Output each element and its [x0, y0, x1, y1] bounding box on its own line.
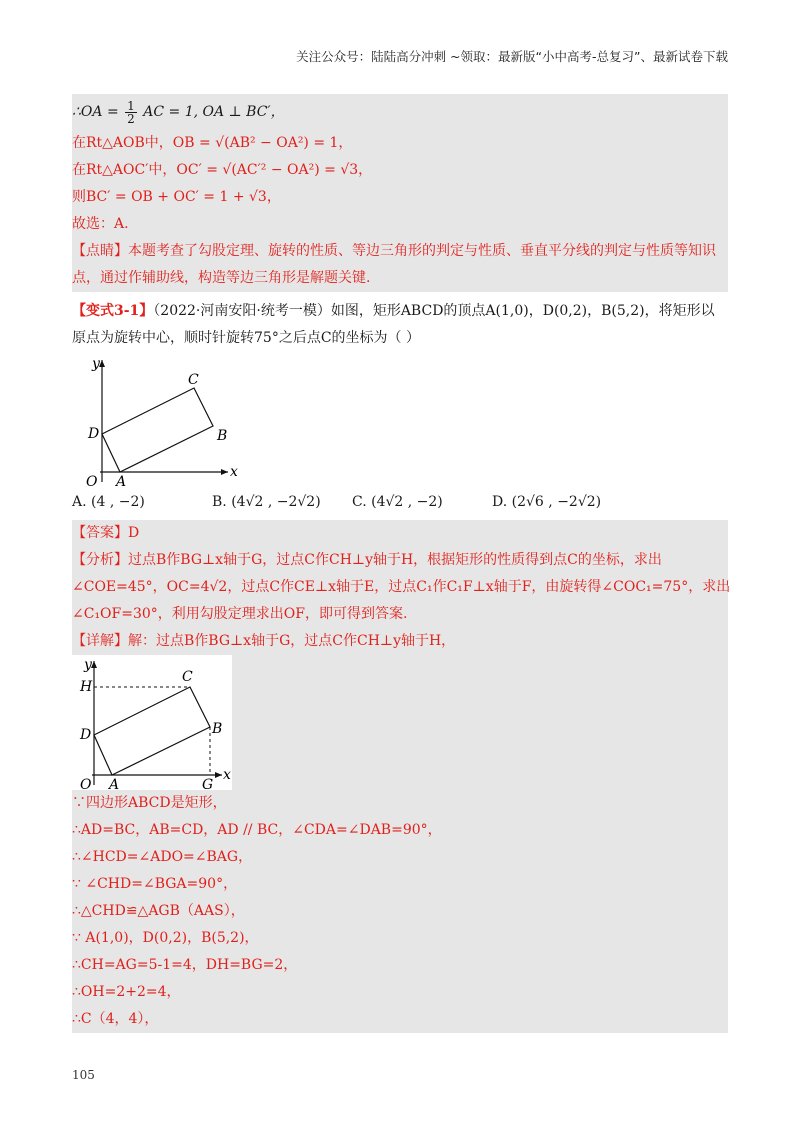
label-h: H: [80, 679, 93, 695]
option-d[interactable]: [492, 489, 632, 516]
label-x: x: [223, 767, 231, 783]
answer-label: 【答案】: [72, 525, 128, 541]
x-axis-arrow: [215, 772, 222, 778]
detail-text: 解：过点B作BG⊥x轴于G，过点C作CH⊥y轴于H，: [128, 633, 456, 649]
label-a: A: [109, 777, 120, 790]
analysis-line-1: [72, 547, 728, 574]
answer-line: [72, 520, 728, 547]
rectangle-figure-2: [72, 655, 232, 790]
analysis-line-3: ∠C₁OF=30°，利用勾股定理求出OF，即可得到答案.: [72, 606, 408, 622]
option-b-label: B.: [212, 494, 227, 510]
fraction-numerator: 1: [127, 98, 135, 113]
page-number: 105: [72, 1068, 95, 1082]
label-y: y: [84, 657, 92, 673]
answer-options: [72, 489, 728, 516]
label-b: B: [217, 428, 228, 444]
label-o: O: [86, 474, 98, 487]
line1-prefix: ∴OA =: [72, 104, 119, 120]
x-axis-arrow: [221, 469, 228, 475]
label-d: D: [80, 727, 92, 743]
page-content: [72, 94, 731, 1033]
label-c: C: [182, 669, 193, 685]
proof-line: ∵ ∠CHD=∠BGA=90°，: [72, 876, 238, 892]
rectangle-figure-1: [80, 352, 250, 487]
option-c-label: C.: [352, 494, 367, 510]
fraction-one-half: [125, 100, 137, 125]
rectangle-abcd: [94, 687, 210, 775]
option-d-value: (2√6 , −2√2): [511, 494, 602, 510]
proof-line: ∴AD=BC，AB=CD，AD // BC，∠CDA=∠DAB=90°，: [72, 822, 442, 838]
answer-block: [72, 520, 731, 1033]
label-y: y: [92, 356, 100, 372]
label-o: O: [80, 777, 92, 790]
option-b[interactable]: [212, 489, 352, 516]
variant-text-line1: （2022·河南安阳·统考一模）如图，矩形ABCD的顶点A(1,0)，D(0,2)，B(5,2)，将矩形以: [153, 303, 715, 319]
label-c: C: [188, 372, 199, 388]
detail-line: [72, 628, 728, 655]
label-a: A: [116, 474, 127, 487]
dianjing-comment: [72, 238, 728, 292]
option-a-value: (4 , −2): [91, 494, 145, 510]
option-b-value: (4√2 , −2√2): [231, 494, 321, 510]
fraction-denominator: 2: [127, 111, 135, 126]
proof-line: ∴△CHD≌△AGB（AAS），: [72, 903, 245, 919]
label-d: D: [88, 426, 100, 442]
page-header: 关注公众号：陆陆高分冲刺 ~领取：最新版“小中高考-总复习”、最新试卷下载: [296, 49, 728, 64]
solution-line-5: 故选：A.: [72, 216, 129, 232]
dianjing-label: 【点睛】: [72, 243, 128, 259]
solution-top-block: [72, 94, 728, 292]
variant-label: 【变式3-1】: [72, 303, 154, 319]
solution-line-3: 在Rt△AOC′中，OC′ = √(AC′² − OA²) = √3，: [72, 162, 373, 178]
solution-line-2: 在Rt△AOB中，OB = √(AB² − OA²) = 1，: [72, 135, 353, 151]
label-x: x: [230, 464, 238, 480]
label-b: B: [212, 721, 223, 737]
answer-value: D: [128, 525, 140, 541]
proof-line: ∴∠HCD=∠ADO=∠BAG，: [72, 849, 253, 865]
option-a-label: A.: [72, 494, 87, 510]
dianjing-text: 本题考查了勾股定理、旋转的性质、等边三角形的判定与性质、垂直平分线的判定与性质等知识点，通过作辅助线，构造等边三角形是解题关键.: [72, 243, 716, 286]
proof-line: ∵四边形ABCD是矩形，: [72, 795, 227, 811]
variant-problem: [72, 292, 728, 516]
analysis-line-2: ∠COE=45°，OC=4√2，过点C作CE⊥x轴于E，过点C₁作C₁F⊥x轴于F，由旋转得∠COC₁=75°，求出: [72, 579, 731, 595]
proof-line: ∴OH=2+2=4，: [72, 984, 181, 1000]
variant-line-1: [72, 298, 728, 325]
solution-line-1: [72, 94, 728, 130]
variant-line-2: 原点为旋转中心，顺时针旋转75°之后点C的坐标为（ ）: [72, 330, 420, 346]
analysis-label: 【分析】: [72, 552, 128, 568]
proof-line: ∵ A(1,0)，D(0,2)，B(5,2)，: [72, 930, 259, 946]
detail-label: 【详解】: [72, 633, 128, 649]
analysis-text-1: 过点B作BG⊥x轴于G，过点C作CH⊥y轴于H，根据矩形的性质得到点C的坐标，求出: [128, 552, 662, 568]
line1-suffix: AC = 1, OA ⊥ BC′，: [143, 104, 285, 120]
option-d-label: D.: [492, 494, 508, 510]
solution-line-4: 则BC′ = OB + OC′ = 1 + √3，: [72, 189, 281, 205]
option-c-value: (4√2 , −2): [371, 494, 443, 510]
proof-line: ∴C（4，4），: [72, 1011, 159, 1027]
label-g: G: [202, 777, 214, 790]
proof-line: ∴CH=AG=5-1=4，DH=BG=2，: [72, 957, 298, 973]
rectangle-abcd: [102, 388, 213, 472]
option-a[interactable]: [72, 489, 212, 516]
option-c[interactable]: [352, 489, 492, 516]
